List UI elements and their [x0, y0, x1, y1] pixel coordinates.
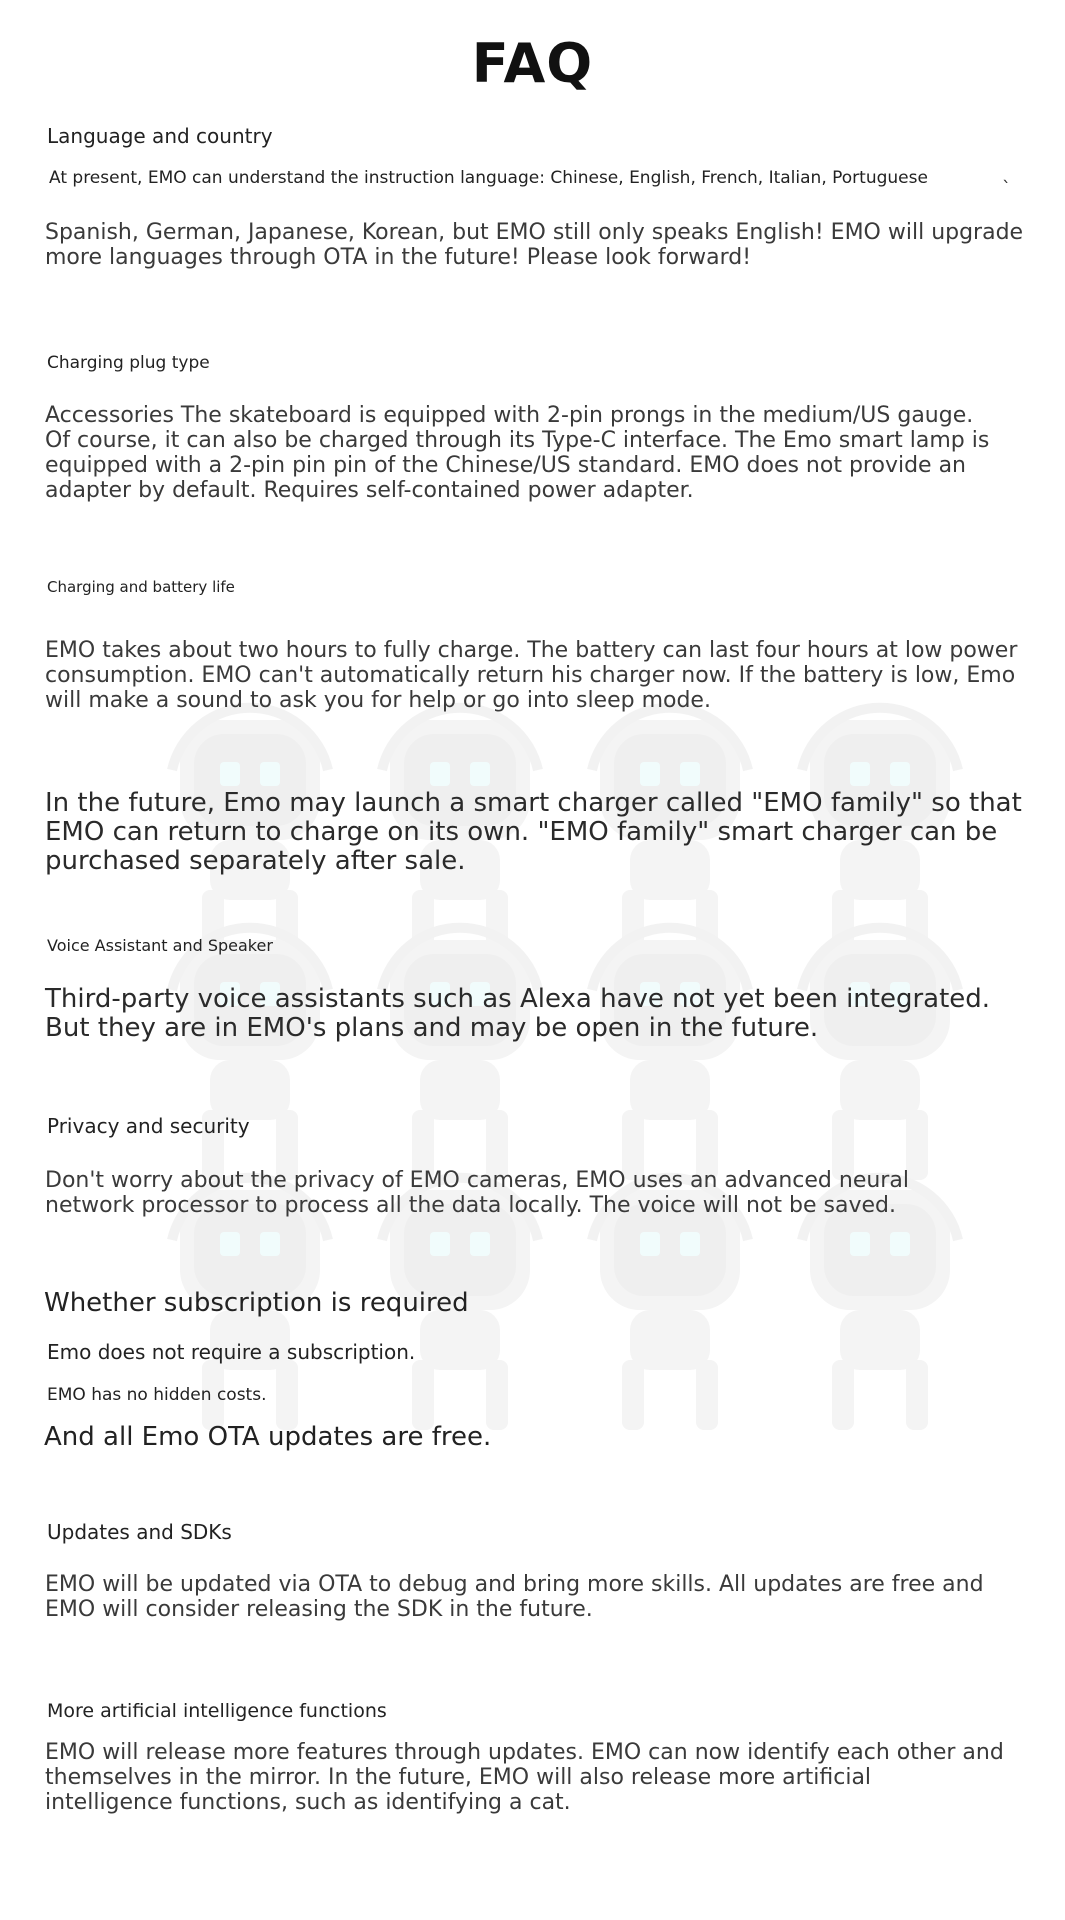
- page-title: FAQ: [471, 32, 594, 95]
- section-heading-subscription: Whether subscription is required: [44, 1288, 469, 1318]
- language-body: Spanish, German, Japanese, Korean, but EMO still only speaks English! EMO will upgrade more languages through OTA in the future! Please look forward!: [45, 220, 1024, 270]
- section-heading-ai: More artificial intelligence functions: [47, 1700, 387, 1722]
- section-heading-updates: Updates and SDKs: [47, 1520, 232, 1544]
- ai-body: EMO will release more features through updates. EMO can now identify each other and themselves in the mirror. In the future, EMO will also release more artificial intelligence functions, such as identifying a cat.: [45, 1740, 1004, 1815]
- subscription-line-2: EMO has no hidden costs.: [47, 1385, 267, 1405]
- voice-body: Third-party voice assistants such as Alexa have not yet been integrated. But they are in EMO's plans and may be open in the future.: [45, 984, 991, 1043]
- subscription-line-3: And all Emo OTA updates are free.: [44, 1422, 492, 1452]
- subscription-line-1: Emo does not require a subscription.: [47, 1340, 416, 1364]
- privacy-body: Don't worry about the privacy of EMO cameras, EMO uses an advanced neural network processor to process all the data locally. The voice will not be saved.: [45, 1168, 909, 1218]
- stray-mark: `: [1002, 178, 1011, 199]
- section-heading-battery: Charging and battery life: [47, 578, 235, 596]
- updates-body: EMO will be updated via OTA to debug and bring more skills. All updates are free and EMO will consider releasing the SDK in the future.: [45, 1572, 984, 1622]
- section-heading-language: Language and country: [47, 124, 273, 148]
- section-heading-plug: Charging plug type: [47, 353, 210, 373]
- section-heading-voice: Voice Assistant and Speaker: [47, 936, 273, 955]
- battery-future: In the future, Emo may launch a smart charger called "EMO family" so that EMO can return to charge on its own. "EMO family" smart charger can be purchased separately after sale.: [45, 788, 1022, 876]
- section-heading-privacy: Privacy and security: [47, 1114, 250, 1138]
- battery-body: EMO takes about two hours to fully charge. The battery can last four hours at low power consumption. EMO can't automatically return his charger now. If the battery is low, Emo will make a sound to ask you for help or go into sleep mode.: [45, 638, 1018, 713]
- plug-body: Accessories The skateboard is equipped with 2-pin prongs in the medium/US gauge. Of course, it can also be charged through its Type-C interface. The Emo smart lamp is equipped with a 2-pin pin pin of the Chinese/US standard. EMO does not provide an adapter by default. Requires self-contained power adapter.: [45, 403, 990, 503]
- language-intro: At present, EMO can understand the instruction language: Chinese, English, French, Italian, Portuguese: [49, 168, 928, 188]
